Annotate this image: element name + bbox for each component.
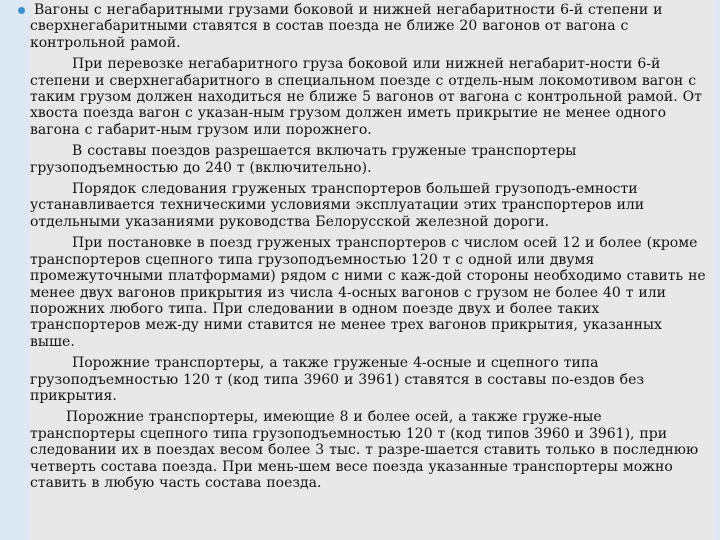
document-body: [30, 0, 714, 540]
paragraph-3: В составы поездов разрешается включать груженые транспортеры грузоподъемностью до 240 т (включительно).: [30, 143, 577, 176]
paragraph-7: Порожние транспортеры, имеющие 8 и более осей, а также груже-ные транспортеры сцепного типа грузоподъемностью 120 т (код типов 3960 и 3961), при следовании их в поездах весом более 3 тыс. т разре-шается ставить только в последнюю четверть состава поезда. При мень-шем весе поезда указанные транспортеры можно ставить в любую часть состава поезда.: [30, 409, 699, 491]
paragraph-4: Порядок следования груженых транспортеров большей грузоподъ-емности устанавливается техническими условиями эксплуатации этих транспортеров или отдельными указаниями руководства Белорусской железной дороги.: [30, 181, 645, 230]
paragraph-1: Вагоны с негабаритными грузами боковой и нижней негабаритности 6-й степени и сверхнегабаритными ставятся в состав поезда не ближе 20 вагонов от вагона с контрольной рамой.: [30, 2, 663, 51]
bullet-icon: [18, 7, 25, 14]
paragraph-5: При постановке в поезд груженых транспортеров с числом осей 12 и более (кроме транспортеров сцепного типа грузоподъемностью 120 т с одной или двумя промежуточными платформами) рядом с ними с каж-дой стороны необходимо ставить не менее двух вагонов прикрытия из числа 4-осных вагонов с грузом не более 40 т или порожних любого типа. При следовании в одном поезде двух и более таких транспортеров меж-ду ними ставится не менее трех вагонов прикрытия, указанных выше.: [30, 235, 706, 350]
paragraph-2: При перевозке негабаритного груза боковой или нижней негабарит-ности 6-й степени и сверхнегабаритного в специальном поезде с отдель-ным локомотивом вагон с таким грузом должен находиться не ближе 5 вагонов от вагона с контрольной рамой. От хвоста поезда вагон с указан-ным грузом должен иметь прикрытие не менее одного вагона с габарит-ным грузом или порожнего.: [30, 56, 702, 138]
paragraph-6: Порожние транспортеры, а также груженые 4-осные и сцепного типа грузоподъемностью 120 т (код типа 3960 и 3961) ставятся в составы по-ездов без прикрытия.: [30, 355, 645, 404]
left-frame: [0, 0, 30, 540]
right-frame: [714, 0, 720, 540]
